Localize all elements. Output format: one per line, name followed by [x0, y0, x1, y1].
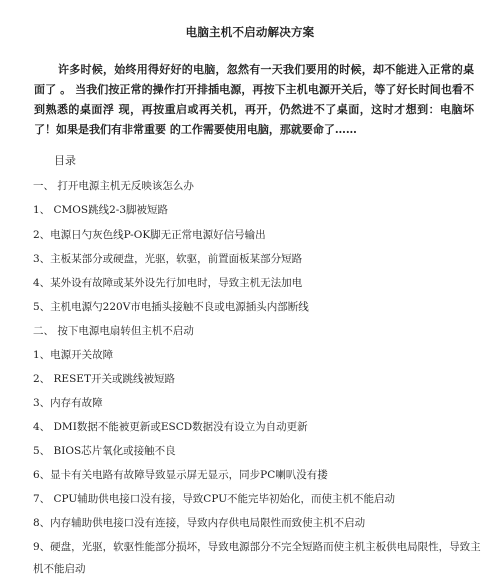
list-item: 9、硬盘，光驱，软驱性能部分损坏，导致电源部分不完全短路而使主机主板供电局限性，导致主机不能启动	[33, 541, 481, 575]
list-item: 1、 CMOS跳线2-3脚被短路	[33, 204, 169, 216]
list-item: 4、某外设有故障或某外设先行加电时，导致主机无法加电	[33, 277, 303, 289]
list-item: 7、 CPU辅助供电接口没有接，导致CPU不能完毕初始化，而使主机不能启动	[33, 493, 396, 505]
list-item: 4、 DMI数据不能被更新或ESCD数据没有设立为自动更新	[33, 421, 308, 433]
list-item: 1、电源开关故障	[33, 349, 114, 361]
list-item: 3、主板某部分或硬盘，光驱，软驱，前置面板某部分短路	[33, 253, 303, 265]
toc-heading: 目录	[54, 154, 76, 167]
section-heading-2: 二、 按下电源电扇转但主机不启动	[33, 325, 194, 337]
list-item: 2、电源日勺灰色线P-OK脚无正常电源好信号输出	[33, 229, 266, 241]
section-heading-1: 一、 打开电源主机无反映该怎么办	[33, 180, 194, 192]
document-title: 电脑主机不启动解决方案	[185, 25, 315, 39]
list-item: 8、内存辅助供电接口没有连接，导致内存供电局限性而致使主机不启动	[33, 517, 366, 529]
intro-paragraph: 许多时候，始终用得好好的电脑，忽然有一天我们要用的时候，却不能进入正常的桌面了 。 当我们按正常的操作打开排插电源，再按下主机电源开关后，等了好长时间也看不到熟悉的桌面浮 现，再按重启或再关机，再开，仍然进不了桌面，这时才想到：电脑坏了！如果是我们有非常重要 的工作需要使用电脑，那就要命了……	[34, 63, 474, 136]
list-item: 6、显卡有关电路有故障导致显示屏无显示，同步PC喇叭没有搂	[33, 469, 328, 481]
list-item: 3、内存有故障	[33, 397, 103, 409]
list-item: 5、 BIOS芯片氧化或接触不良	[33, 445, 176, 457]
list-item: 5、主机电源勺220V市电插头接触不良或电源插头内部断线	[33, 301, 309, 313]
list-item: 2、 RESET开关或跳线被短路	[33, 373, 175, 385]
